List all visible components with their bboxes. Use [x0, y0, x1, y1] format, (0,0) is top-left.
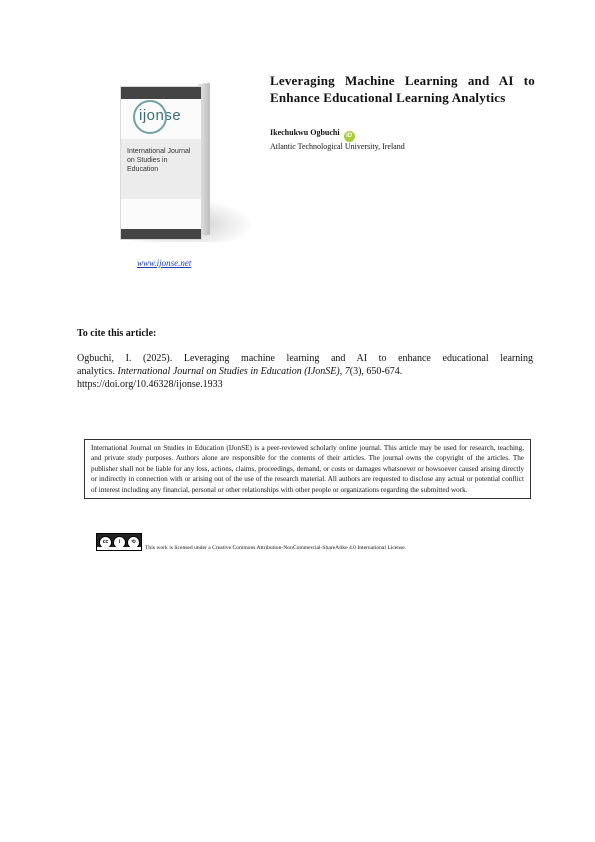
- cover-journal-title: International Journal on Studies in Education: [127, 148, 191, 173]
- author-affiliation: Atlantic Technological University, Ireland: [270, 142, 405, 151]
- citation-line-1: Ogbuchi, I. (2025). Leveraging machine learning and AI to enhance educational learning: [77, 353, 533, 364]
- citation-pages: (3), 650-674.: [349, 366, 403, 377]
- cover-front: [120, 86, 202, 240]
- journal-logo: [139, 107, 181, 124]
- journal-website-link[interactable]: www.ijonse.net: [137, 258, 192, 268]
- cc-icon: cc: [99, 536, 112, 549]
- orcid-icon[interactable]: iD: [344, 131, 355, 142]
- citation-doi[interactable]: https://doi.org/10.46328/ijonse.1933: [77, 379, 223, 390]
- article-title: Leveraging Machine Learning and AI to Enhance Educational Learning Analytics: [270, 73, 535, 105]
- cite-heading: To cite this article:: [77, 328, 157, 339]
- license-line: [96, 533, 406, 551]
- author-name: Ikechukwu Ogbuchi: [270, 128, 340, 137]
- author-line: [270, 128, 355, 142]
- cover-top-bar: [121, 87, 201, 99]
- by-icon: i: [113, 536, 126, 549]
- citation-line-2: [77, 365, 533, 378]
- journal-cover-image: [112, 80, 252, 248]
- citation-analytics: analytics.: [77, 366, 118, 377]
- sa-icon: ⟲: [127, 536, 140, 549]
- cc-by-nc-sa-icon[interactable]: [96, 533, 142, 551]
- cc-badge-bar: [97, 547, 141, 550]
- citation-block: [77, 352, 533, 391]
- license-text: This work is licensed under a Creative Commons Attribution-NonCommercial-ShareAlike 4.0 International License.: [145, 545, 407, 551]
- logo-text: ijonse: [139, 107, 182, 124]
- journal-notice-box: International Journal on Studies in Education (IJonSE) is a peer-reviewed scholarly online journal. This article may be used for research, teaching, and private study purposes. Authors alone are responsible for the contents of their articles. The journal owns the copyright of the articles. The publisher shall not be liable for any loss, actions, claims, proceedings, demand, or costs or damages whatsoever or howsoever caused arising directly or indirectly in connection with or arising out of the use of the research material. All authors are requested to disclose any actual or potential conflict of interest including any financial, personal or other relationships with other people or organizations regarding the submitted work.: [84, 439, 531, 499]
- logo-ring-icon: [133, 100, 167, 134]
- citation-journal: International Journal on Studies in Education (IJonSE), 7: [117, 366, 350, 377]
- cover-bottom-bar: [121, 229, 201, 239]
